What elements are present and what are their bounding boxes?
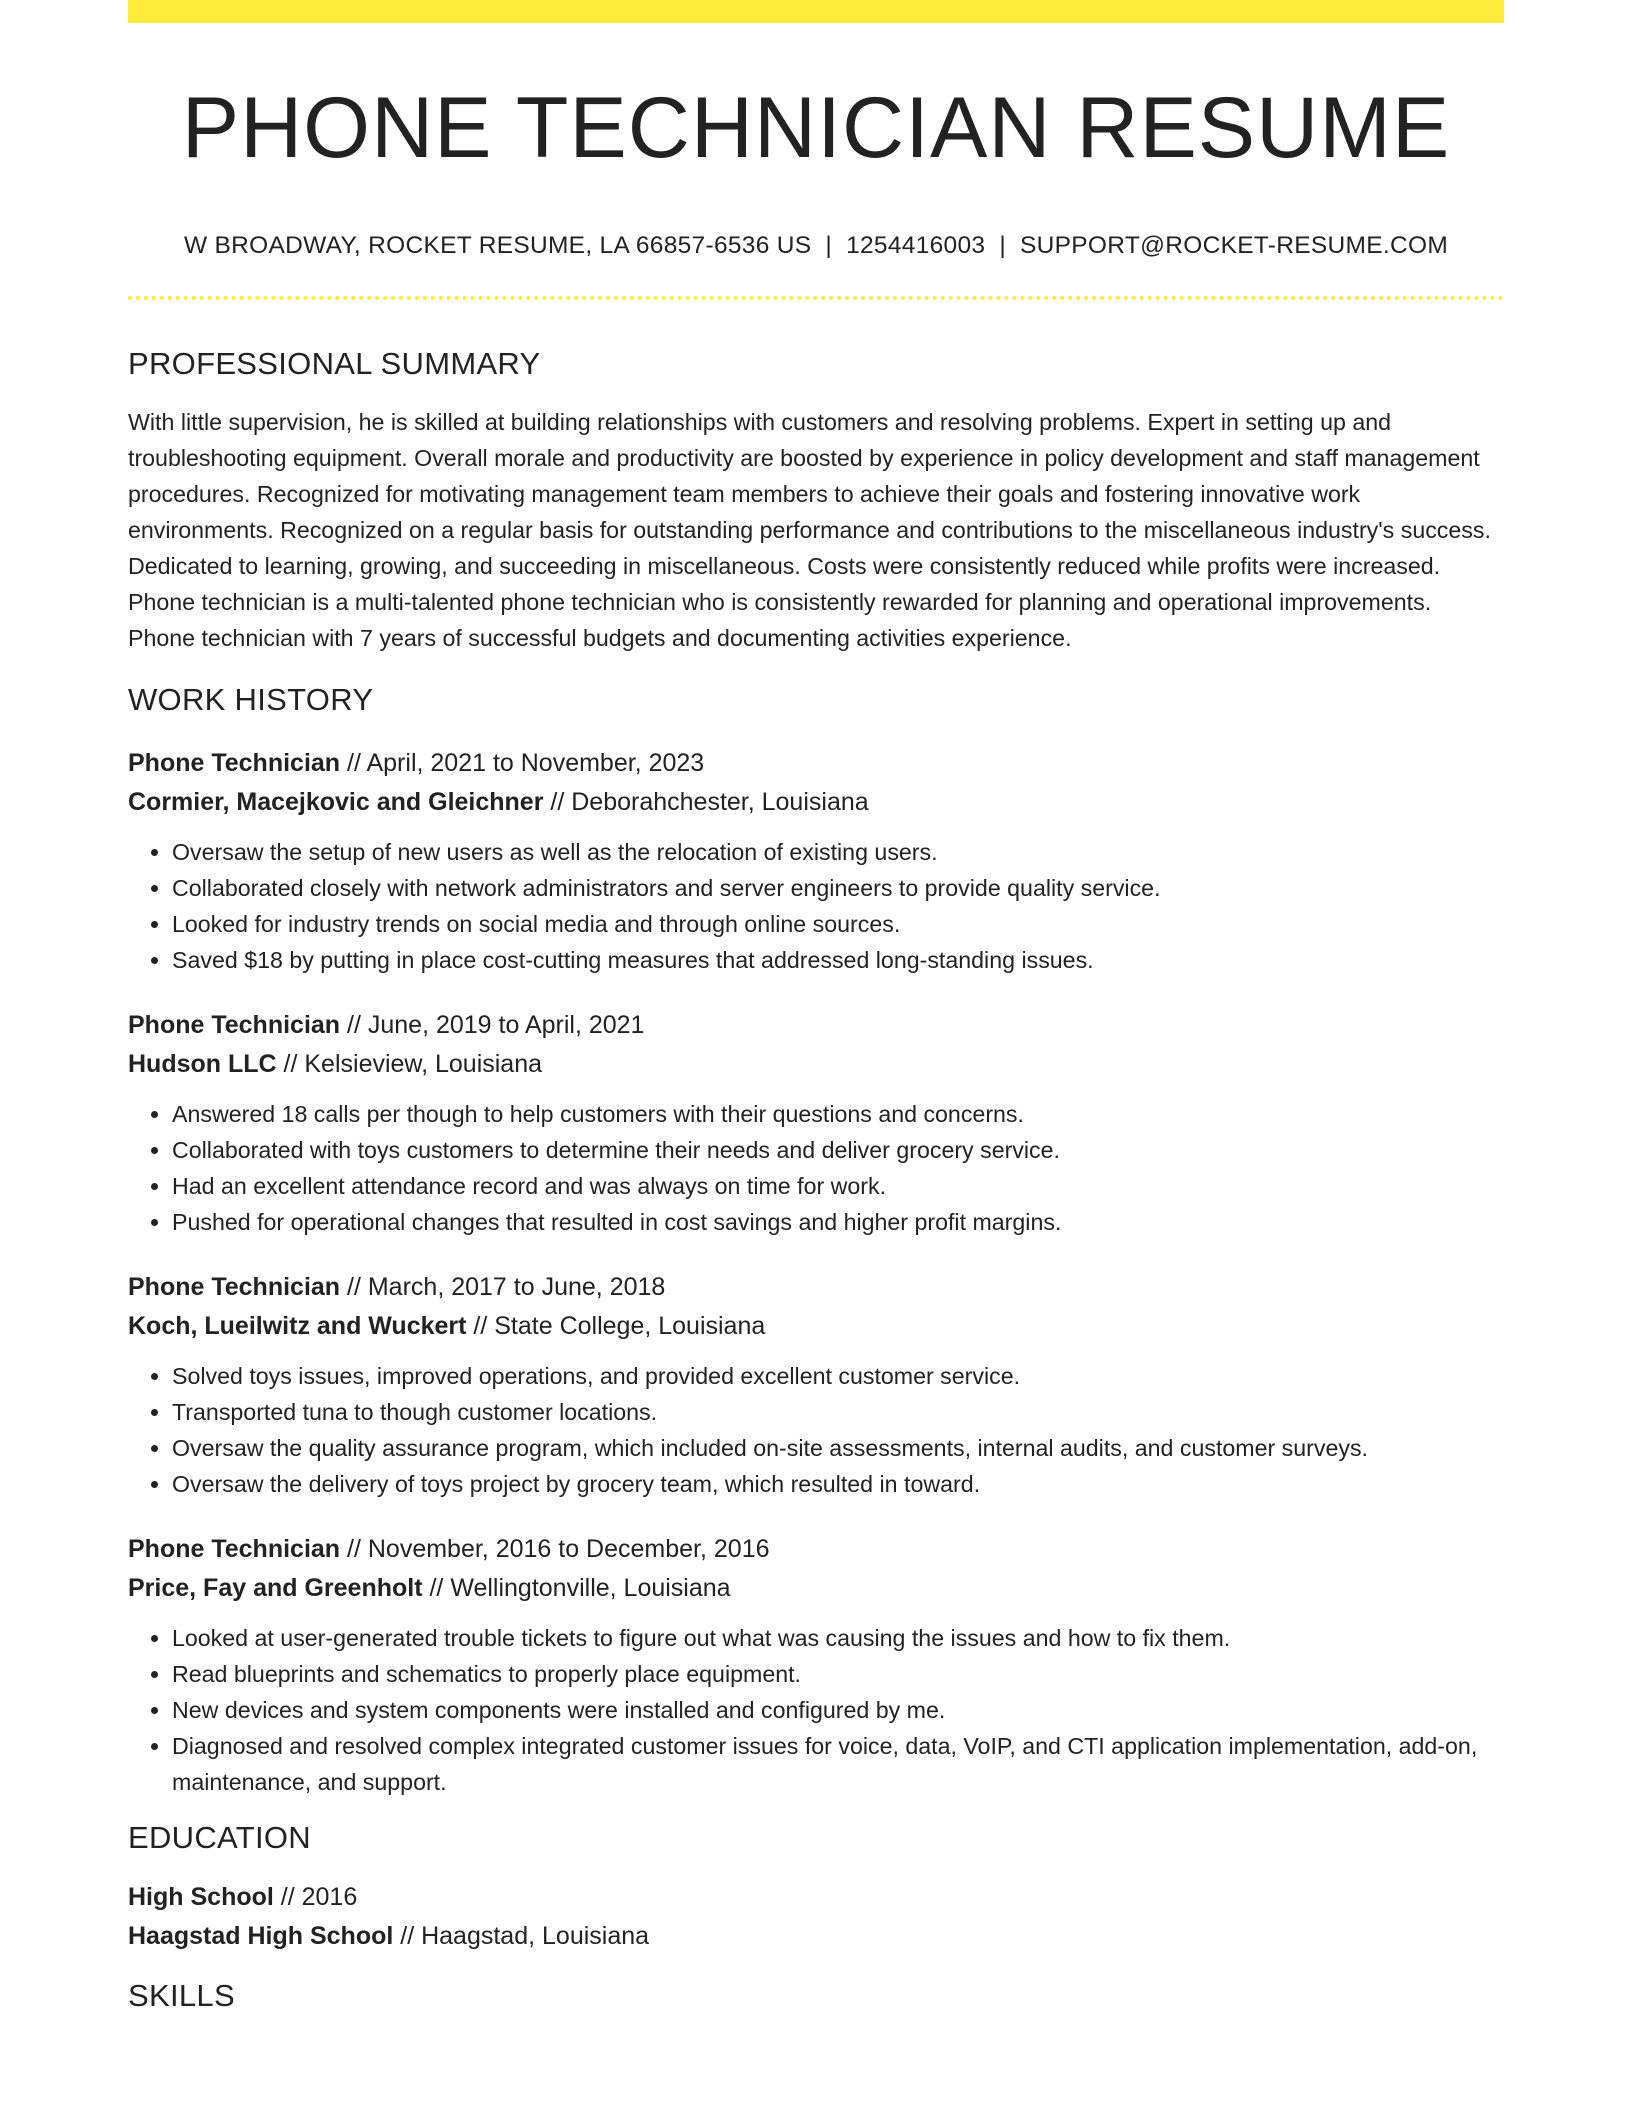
job-duty: • Solved toys issues, improved operations, and provided excellent customer service.	[172, 1358, 1504, 1394]
job-company-line	[128, 783, 1504, 822]
job-title-line	[128, 1006, 1504, 1045]
job-dates: // April, 2021 to November, 2023	[340, 748, 705, 777]
contact-email: SUPPORT@ROCKET-RESUME.COM	[1020, 231, 1449, 259]
contact-line	[128, 232, 1504, 260]
job-duty: • Diagnosed and resolved complex integrated customer issues for voice, data, VoIP, and CTI application implementation, add-on, maintenance, and support.	[172, 1728, 1504, 1800]
accent-top-bar	[128, 0, 1504, 23]
contact-separator: |	[999, 231, 1006, 259]
job-duty: • Looked for industry trends on social media and through online sources.	[172, 906, 1504, 942]
education-school: Haagstad High School	[128, 1921, 394, 1950]
job-location: // State College, Louisiana	[466, 1311, 766, 1340]
education-school-line	[128, 1917, 1504, 1956]
summary-text: With little supervision, he is skilled at building relationships with customers and resolving problems. Expert in setting up and troubleshooting equipment. Overall morale and productivity are boosted by experience in policy development and staff management procedures. Recognized for motivating management team members to achieve their goals and fostering innovative work environments. Recognized on a regular basis for outstanding performance and contributions to the miscellaneous industry's success. Dedicated to learning, growing, and succeeding in miscellaneous. Costs were consistently reduced while profits were increased. Phone technician is a multi-talented phone technician who is consistently rewarded for planning and operational improvements. Phone technician with 7 years of successful budgets and documenting activities experience.	[128, 408, 1491, 651]
job-duty: • Oversaw the delivery of toys project by grocery team, which resulted in toward.	[172, 1466, 1504, 1502]
job-duties-list	[128, 834, 1504, 978]
job-duties-list	[128, 1096, 1504, 1240]
resume-page	[128, 0, 1504, 2014]
job-company: Hudson LLC	[128, 1049, 277, 1078]
work-history-heading: WORK HISTORY	[128, 681, 374, 717]
job-duty: • Pushed for operational changes that resulted in cost savings and higher profit margins.	[172, 1204, 1504, 1240]
job-company-line	[128, 1045, 1504, 1084]
job-title: Phone Technician	[128, 1010, 341, 1039]
contact-separator: |	[825, 231, 833, 259]
education-entry	[128, 1878, 1504, 1956]
skills-heading: SKILLS	[128, 1977, 235, 2013]
job-title: Phone Technician	[128, 1272, 341, 1301]
job-company: Cormier, Macejkovic and Gleichner	[128, 787, 544, 816]
job-dates: // March, 2017 to June, 2018	[340, 1272, 666, 1301]
job-duty: • Had an excellent attendance record and was always on time for work.	[172, 1168, 1504, 1204]
job-location: // Deborahchester, Louisiana	[543, 787, 869, 816]
job-duty: • Answered 18 calls per though to help customers with their questions and concerns.	[172, 1096, 1504, 1132]
job-duty: • Oversaw the setup of new users as well as the relocation of existing users.	[172, 834, 1504, 870]
job-title-line	[128, 1530, 1504, 1569]
job-dates: // November, 2016 to December, 2016	[340, 1534, 770, 1563]
job-duty: • Collaborated closely with network administrators and server engineers to provide quality service.	[172, 870, 1504, 906]
job-title-line	[128, 744, 1504, 783]
job-company: Price, Fay and Greenholt	[128, 1573, 423, 1602]
job-location: // Wellingtonville, Louisiana	[422, 1573, 731, 1602]
job-location: // Kelsieview, Louisiana	[276, 1049, 543, 1078]
education-year: // 2016	[273, 1882, 358, 1911]
job-entry	[128, 1268, 1504, 1502]
job-duty: • Saved $18 by putting in place cost-cutting measures that addressed long-standing issues.	[172, 942, 1504, 978]
contact-address: W BROADWAY, ROCKET RESUME, LA 66857-6536 US	[183, 231, 812, 259]
job-duty: • Oversaw the quality assurance program, which included on-site assessments, internal audits, and customer surveys.	[172, 1430, 1504, 1466]
job-company: Koch, Lueilwitz and Wuckert	[128, 1311, 467, 1340]
job-duty: • New devices and system components were installed and configured by me.	[172, 1692, 1504, 1728]
education-degree: High School	[128, 1882, 274, 1911]
job-entry	[128, 744, 1504, 978]
job-title: Phone Technician	[128, 1534, 341, 1563]
job-company-line	[128, 1569, 1504, 1608]
job-duty: • Transported tuna to though customer locations.	[172, 1394, 1504, 1430]
job-company-line	[128, 1307, 1504, 1346]
job-duty: • Looked at user-generated trouble tickets to figure out what was causing the issues and how to fix them.	[172, 1620, 1504, 1656]
summary-heading: PROFESSIONAL SUMMARY	[128, 345, 541, 381]
dotted-divider	[128, 296, 1504, 300]
job-dates: // June, 2019 to April, 2021	[340, 1010, 645, 1039]
job-title: Phone Technician	[128, 748, 341, 777]
education-heading: EDUCATION	[128, 1819, 311, 1855]
job-entry	[128, 1006, 1504, 1240]
job-duties-list	[128, 1620, 1504, 1800]
education-location: // Haagstad, Louisiana	[393, 1921, 650, 1950]
job-title-line	[128, 1268, 1504, 1307]
job-duty: • Collaborated with toys customers to determine their needs and deliver grocery service.	[172, 1132, 1504, 1168]
job-duties-list	[128, 1358, 1504, 1502]
job-entry	[128, 1530, 1504, 1800]
education-degree-line	[128, 1878, 1504, 1917]
contact-phone: 1254416003	[846, 231, 986, 259]
resume-title: PHONE TECHNICIAN RESUME	[181, 80, 1451, 176]
job-duty: • Read blueprints and schematics to properly place equipment.	[172, 1656, 1504, 1692]
